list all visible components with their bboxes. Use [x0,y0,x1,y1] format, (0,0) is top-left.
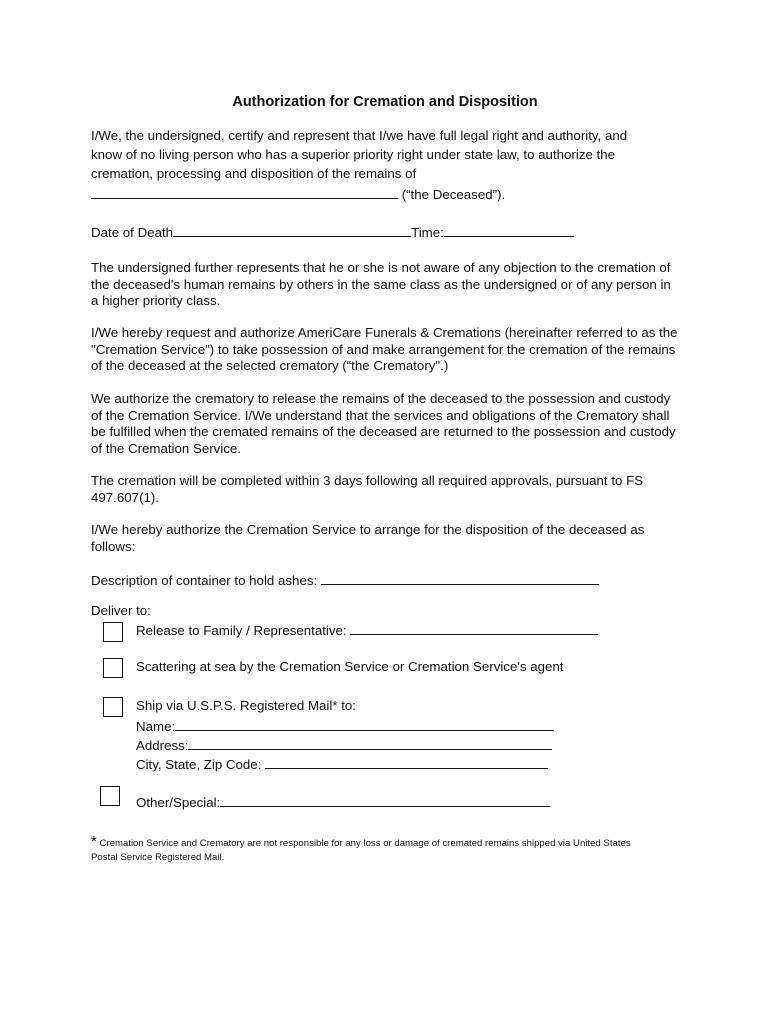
ship-city-row [136,755,548,774]
intro-line-3: cremation, processing and disposition of the remains of [91,166,417,181]
time-field[interactable] [444,223,574,237]
footnote-line-2: Postal Service Registered Mail. [91,852,225,863]
deceased-row [91,185,505,204]
deliver-label: Deliver to: [91,603,151,618]
paragraph-objection: The undersigned further represents that he or she is not aware of any objection to the cremation of the deceased's human remains by others in the same class as the undersigned or of any person in a higher priority class. [91,260,671,308]
time-label: Time: [411,225,444,240]
scatter-label: Scattering at sea by the Cremation Service or Cremation Service's agent [136,659,564,674]
ship-address-field[interactable] [188,736,552,750]
other-label: Other/Special: [136,795,221,810]
ship-address-label: Address: [136,738,189,753]
paragraph-disposition: I/We hereby authorize the Cremation Service to arrange for the disposition of the deceased as follows: [91,522,645,554]
date-of-death-label: Date of Death [91,225,174,240]
deceased-name-field[interactable] [91,185,398,199]
container-label: Description of container to hold ashes: [91,573,318,588]
footnote-text-1: Cremation Service and Crematory are not responsible for any loss or damage of cremated remains shipped via United States [99,838,631,849]
other-checkbox[interactable] [100,786,120,806]
container-row [91,571,599,590]
ship-label: Ship via U.S.P.S. Registered Mail* to: [136,698,356,713]
release-field[interactable] [350,621,598,635]
ship-name-label: Name: [136,719,176,734]
release-label: Release to Family / Representative: [136,623,347,638]
scatter-checkbox[interactable] [103,658,123,678]
date-of-death-field[interactable] [173,223,411,237]
intro-line-2: know of no living person who has a superior priority right under state law, to authorize the [91,147,616,162]
paragraph-crematory-release: We authorize the crematory to release the remains of the deceased to the possession and custody of the Cremation Service. I/We understand that the services and obligations of the Crematory shall be fulfilled when the cremated remains of the deceased are returned to the possession and custody of the Cremation Service. [91,391,676,456]
deceased-suffix: (“the Deceased”). [401,187,506,202]
ship-address-row [136,736,552,755]
ship-city-field[interactable] [265,755,548,769]
paragraph-authorization: I/We hereby request and authorize AmeriCare Funerals & Cremations (hereinafter referred to as the "Cremation Service") to take possession of and make arrangement for the cremation of the remains of the deceased at the selected crematory (“the Crematory".) [91,325,678,373]
ship-name-field[interactable] [175,717,554,731]
ship-checkbox[interactable] [103,697,123,717]
page-title: Authorization for Cremation and Disposition [232,94,538,110]
paragraph-completion: The cremation will be completed within 3 days following all required approvals, pursuant to FS 497.607(1). [91,473,644,505]
release-checkbox[interactable] [103,622,123,642]
ship-name-row [136,717,554,736]
container-field[interactable] [321,571,599,585]
footnote-line-1 [91,834,631,851]
other-row [136,793,550,812]
ship-city-label: City, State, Zip Code: [136,757,262,772]
other-field[interactable] [220,793,550,807]
footnote-mark: * [91,833,97,850]
intro-line-1: I/We, the undersigned, certify and represent that I/we have full legal right and authority, and [91,128,628,143]
date-time-row [91,223,574,242]
release-row [136,621,598,640]
